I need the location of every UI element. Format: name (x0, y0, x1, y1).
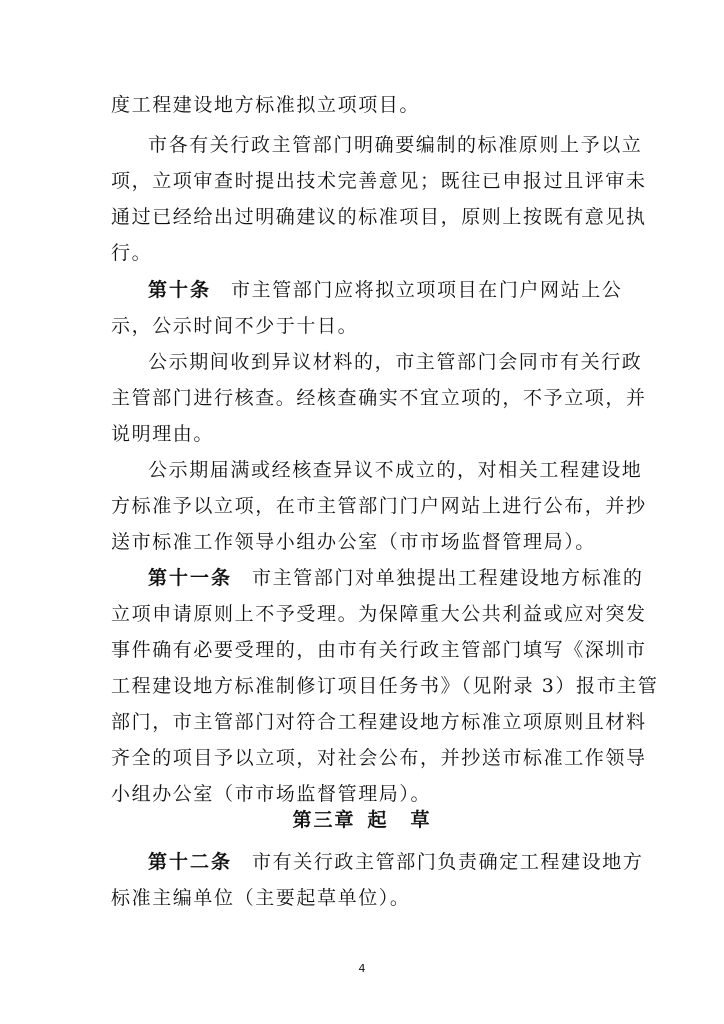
paragraph-line: 项，立项审查时提出技术完善意见；既往已申报过且评审未 (111, 170, 647, 192)
paragraph-line: 度工程建设地方标准拟立项项目。 (111, 94, 421, 116)
paragraph-line: 工程建设地方标准制修订项目任务书》（见附录 3）报市主管 (111, 675, 659, 697)
paragraph-line: 部门，市主管部门对符合工程建设地方标准立项原则且材料 (111, 711, 647, 733)
paragraph-line: 说明理由。 (111, 423, 215, 445)
article-line (148, 566, 644, 590)
paragraph-line: 送市标准工作领导小组办公室（市市场监督管理局）。 (111, 531, 596, 553)
paragraph-line: 方标准予以立项，在市主管部门门户网站上进行公布，并抄 (111, 495, 647, 517)
article-heading: 第十二条 (148, 851, 233, 873)
paragraph-line: 事件确有必要受理的，由市有关行政主管部门填写《深圳市 (111, 639, 647, 661)
article-heading: 第十条 (148, 279, 212, 301)
article-text: 市有关行政主管部门负责确定工程建设地方 (252, 851, 644, 873)
article-heading: 第十一条 (148, 567, 233, 589)
chapter-title-2: 草 (410, 809, 432, 831)
paragraph-line: 市各有关行政主管部门明确要编制的标准原则上予以立 (148, 134, 643, 156)
paragraph-line: 标准主编单位（主要起草单位）。 (111, 887, 411, 909)
chapter-title-1: 起 (367, 809, 389, 831)
paragraph-line: 主管部门进行核查。经核查确实不宜立项的，不予立项，并 (111, 387, 647, 409)
page-number: 4 (358, 962, 366, 975)
paragraph-line: 行。 (111, 242, 153, 264)
article-line (148, 850, 644, 874)
paragraph-line: 示，公示时间不少于十日。 (111, 315, 359, 337)
article-text: 市主管部门应将拟立项项目在门户网站上公 (231, 279, 623, 301)
paragraph-line: 立项申请原则上不予受理。为保障重大公共利益或应对突发 (111, 603, 647, 625)
article-line (148, 278, 623, 302)
article-text: 市主管部门对单独提出工程建设地方标准的 (252, 567, 644, 589)
paragraph-line: 公示期届满或经核查异议不成立的，对相关工程建设地 (148, 459, 643, 481)
chapter-number: 第三章 (292, 809, 356, 831)
paragraph-line: 通过已经给出过明确建议的标准项目，原则上按既有意见执 (111, 206, 647, 228)
paragraph-line: 公示期间收到异议材料的，市主管部门会同市有关行政 (148, 351, 643, 373)
paragraph-line: 齐全的项目予以立项，对社会公布，并抄送市标准工作领导 (111, 747, 647, 769)
chapter-heading (0, 808, 724, 832)
paragraph-line: 小组办公室（市市场监督管理局）。 (111, 783, 432, 805)
